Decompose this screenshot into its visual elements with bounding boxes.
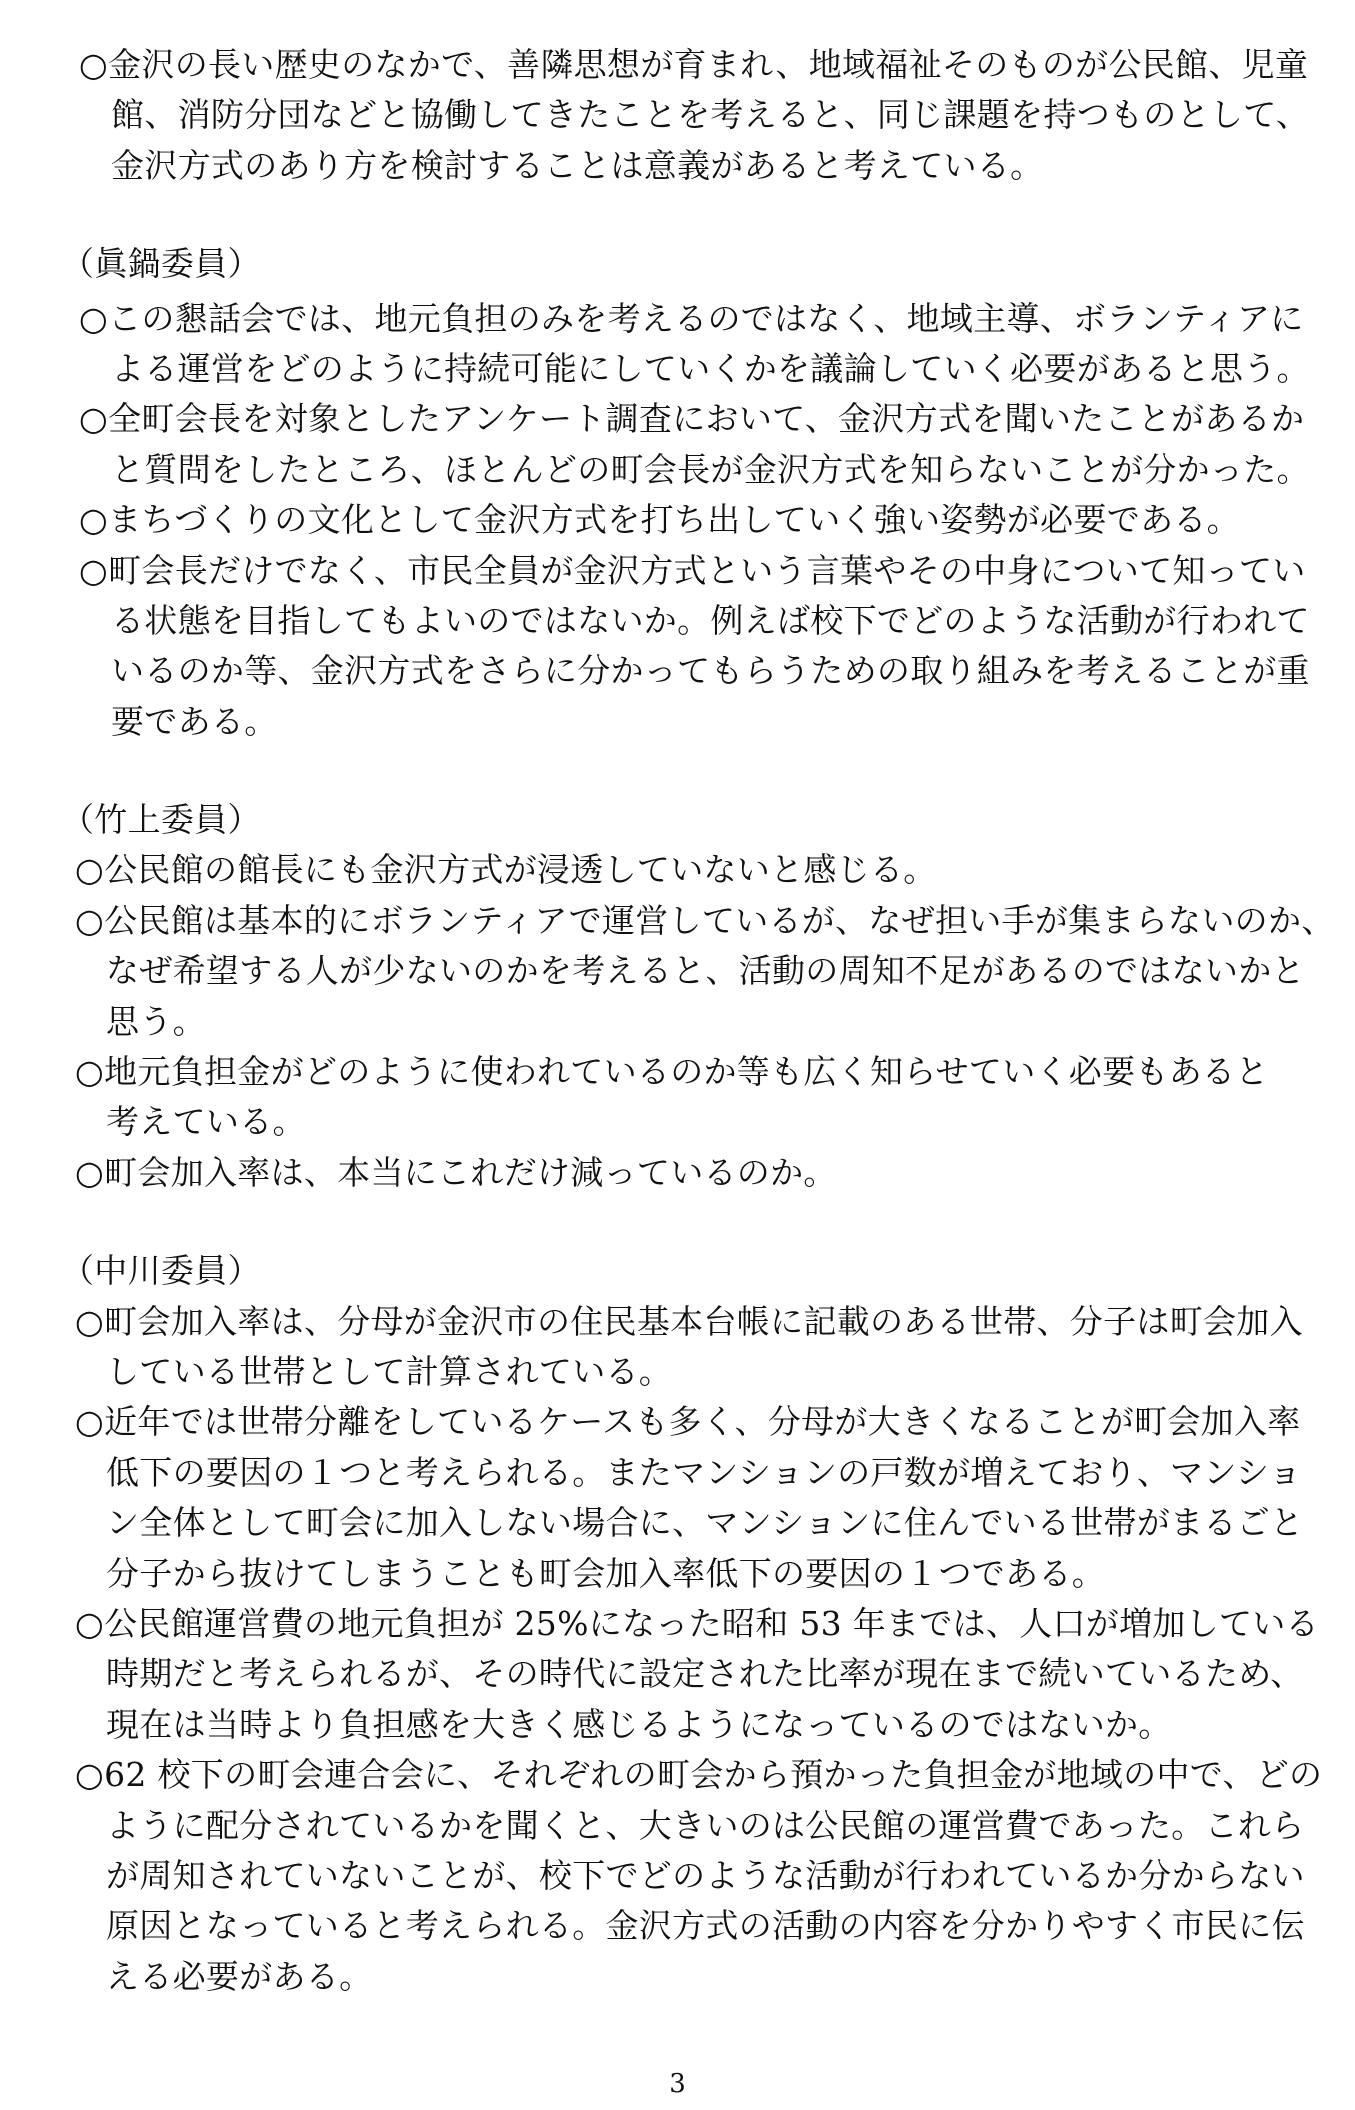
- text-line: ○町会加入率は、分母が金沢市の住民基本台帳に記載のある世帯、分子は町会加入: [75, 1301, 1303, 1341]
- text-line: 現在は当時より負担感を大きく感じるようになっているのではないか。: [106, 1704, 1172, 1744]
- comment-section: [0, 239, 1355, 747]
- comment-section: [0, 40, 1355, 191]
- text-line: 低下の要因の１つと考えられる。またマンションの戸数が増えており、マンショ: [106, 1452, 1302, 1492]
- text-line: ○公民館の館長にも金沢方式が浸透していないと感じる。: [75, 850, 937, 890]
- comment-section: [0, 1246, 1355, 2002]
- comment-item: [0, 546, 1355, 748]
- text-line: 考えている。: [106, 1102, 306, 1142]
- text-line: 時期だと考えられるが、その時代に設定された比率が現在まで続いているため、: [106, 1654, 1304, 1694]
- text-line: 思う。: [106, 1001, 206, 1041]
- comment-item: [0, 896, 1355, 1047]
- text-line: いるのか等、金沢方式をさらに分かってもらうための取り組みを考えることが重: [111, 651, 1310, 691]
- comment-item: [0, 1148, 1355, 1198]
- comment-item: [0, 1297, 1355, 1398]
- comment-item: [0, 1047, 1355, 1148]
- text-line: ○町会長だけでなく、市民全員が金沢方式という言葉やその中身について知ってい: [79, 550, 1306, 590]
- comment-item: [0, 294, 1355, 395]
- text-line: ○全町会長を対象としたアンケート調査において、金沢方式を聞いたことがあるか: [79, 399, 1305, 439]
- text-line: 分子から抜けてしまうことも町会加入率低下の要因の１つである。: [106, 1553, 1105, 1593]
- speaker-heading: （中川委員）: [61, 1251, 261, 1291]
- text-line: が周知されていないことが、校下でどのような活動が行われているか分からない: [106, 1855, 1305, 1895]
- text-line: ○公民館は基本的にボランティアで運営しているが、なぜ担い手が集まらないのか、: [75, 900, 1335, 940]
- speaker-heading: （眞鍋委員）: [61, 244, 261, 284]
- text-line: ○地元負担金がどのように使われているのか等も広く知らせていく必要もあると: [75, 1052, 1269, 1092]
- page-number: 3: [669, 2069, 686, 2099]
- text-line: ○62 校下の町会連合会に、それぞれの町会から預かった負担金が地域の中で、どの: [75, 1755, 1323, 1795]
- comment-section: [0, 795, 1355, 1198]
- comment-item: [0, 394, 1355, 495]
- text-line: ○金沢の長い歴史のなかで、善隣思想が育まれ、地域福祉そのものが公民館、児童: [79, 45, 1309, 84]
- comment-item: [0, 40, 1355, 191]
- text-line: ○この懇話会では、地元負担のみを考えるのではなく、地域主導、ボランティアに: [79, 298, 1304, 338]
- speaker-heading: （竹上委員）: [61, 800, 261, 840]
- comment-item: [0, 845, 1355, 895]
- text-line: なぜ希望する人が少ないのかを考えると、活動の周知不足があるのではないかと: [106, 951, 1305, 991]
- text-line: ように配分されているかを聞くと、大きいのは公民館の運営費であった。これら: [106, 1805, 1305, 1845]
- text-line: ○町会加入率は、本当にこれだけ減っているのか。: [75, 1152, 837, 1192]
- text-line: 金沢方式のあり方を検討することは意義があると考えている。: [111, 145, 1044, 185]
- text-line: と質問をしたところ、ほとんどの町会長が金沢方式を知らないことが分かった。: [111, 449, 1310, 489]
- text-line: る状態を目指してもよいのではないか。例えば校下でどのような活動が行われて: [111, 600, 1310, 640]
- comment-item: [0, 1599, 1355, 1750]
- comment-item: [0, 1750, 1355, 2002]
- text-line: える必要がある。: [106, 1956, 373, 1996]
- comment-item: [0, 1397, 1355, 1599]
- text-line: ○近年では世帯分離をしているケースも多く、分母が大きくなることが町会加入率: [75, 1402, 1301, 1442]
- text-line: ○まちづくりの文化として金沢方式を打ち出していく強い姿勢が必要である。: [79, 500, 1240, 540]
- comment-item: [0, 495, 1355, 545]
- text-line: ○公民館運営費の地元負担が 25%になった昭和 53 年までは、人口が増加している: [75, 1603, 1319, 1643]
- text-line: ン全体として町会に加入しない場合に、マンションに住んでいる世帯がまるごと: [106, 1503, 1304, 1543]
- text-line: 原因となっていると考えられる。金沢方式の活動の内容を分かりやすく市民に伝: [106, 1906, 1305, 1946]
- text-line: 要である。: [111, 701, 278, 741]
- document-body: [0, 40, 1355, 2002]
- text-line: 館、消防分団などと協働してきたことを考えると、同じ課題を持つものとして、: [111, 95, 1310, 135]
- text-line: している世帯として計算されている。: [106, 1351, 673, 1391]
- text-line: よる運営をどのように持続可能にしていくかを議論していく必要があると思う。: [111, 348, 1310, 388]
